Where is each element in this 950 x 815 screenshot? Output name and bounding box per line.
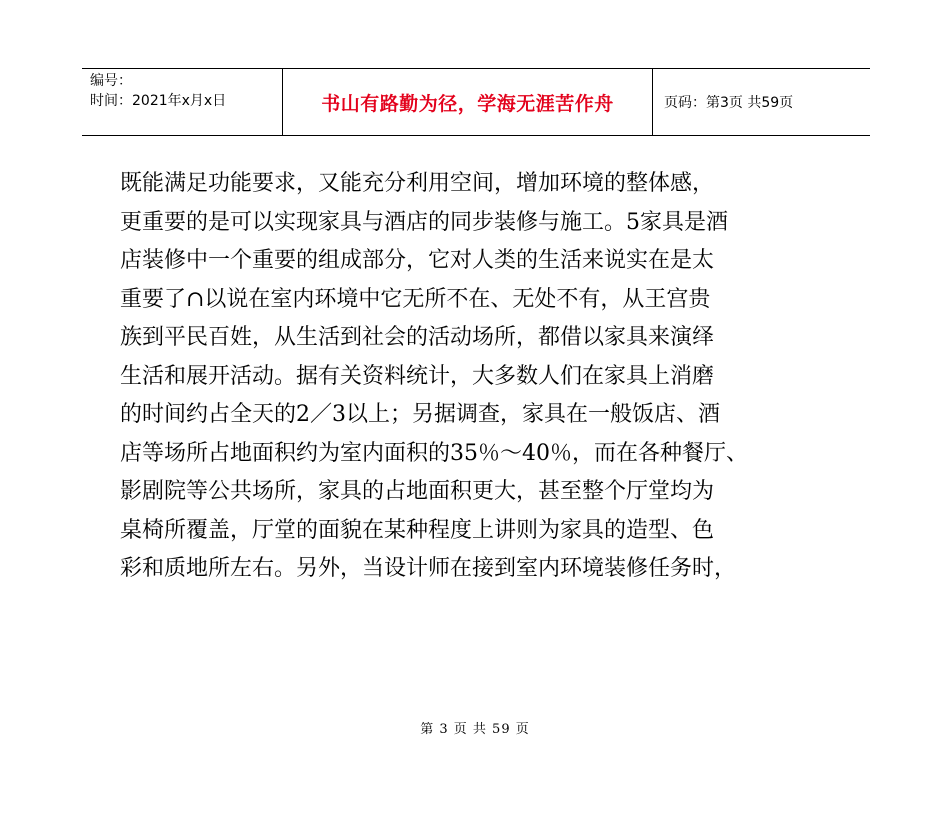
body-line: 彩和质地所左右。另外，当设计师在接到室内环境装修任务时， [120, 556, 737, 581]
body-line: 族到平民百姓，从生活到社会的活动场所，都借以家具来演绎 [120, 325, 715, 350]
document-time-label: 时间：2021年x月x日 [90, 93, 227, 109]
page-info-label: 页码：第3页 共59页 [664, 95, 794, 111]
body-line: 生活和展开活动。据有关资料统计，大多数人们在家具上消磨 [120, 363, 715, 389]
document-number-label: 编号： [90, 73, 132, 89]
header-meta-cell [82, 69, 282, 135]
body-line: 桌椅所覆盖，厅堂的面貌在某种程度上讲则为家具的造型、色 [120, 517, 715, 543]
body-line: 既能满足功能要求，又能充分利用空间，增加环境的整体感， [120, 171, 715, 196]
page-footer: 第 3 页 共 59 页 [420, 722, 530, 737]
header-table [82, 68, 870, 136]
body-line: 更重要的是可以实现家具与酒店的同步装修与施工。5家具是酒 [120, 209, 728, 235]
header-motto-cell [282, 69, 653, 135]
body-line: 店等场所占地面积约为室内面积的35％～40％，而在各种餐厅、 [120, 440, 748, 466]
body-line: 的时间约占全天的2／3以上；另据调查，家具在一般饭店、酒 [120, 402, 720, 427]
body-line: 重要了∩以说在室内环境中它无所不在、无处不有，从王宫贵 [120, 286, 711, 312]
body-line: 影剧院等公共场所，家具的占地面积更大，甚至整个厅堂均为 [120, 479, 715, 504]
body-line: 店装修中一个重要的组成部分，它对人类的生活来说实在是太 [120, 248, 715, 273]
document-body [120, 165, 840, 589]
header-page-cell [653, 69, 870, 135]
motto-text: 书山有路勤为径，学海无涯苦作舟 [321, 92, 614, 115]
